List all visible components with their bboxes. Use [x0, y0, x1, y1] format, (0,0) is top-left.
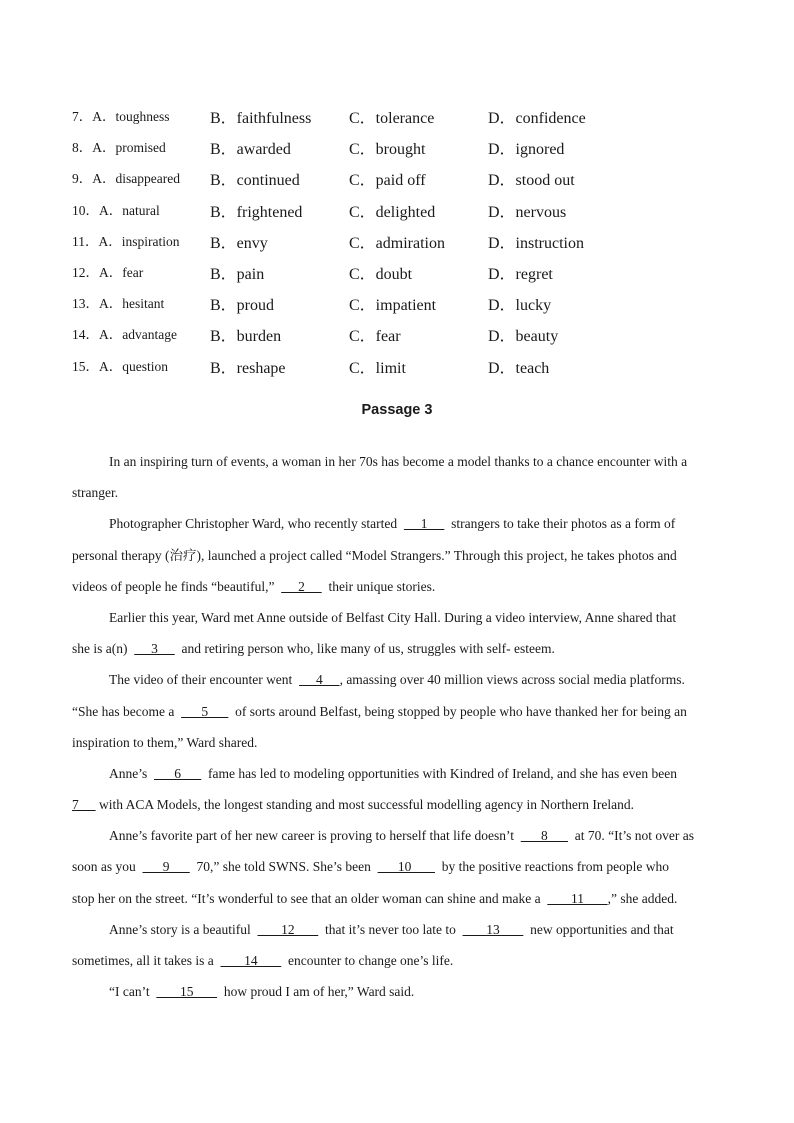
- question-number-and-option-a: [72, 355, 168, 375]
- question-number-and-option-a: [72, 167, 180, 187]
- text: stop her on the street. “It’s wonderful to see that an older woman can shine and make a: [72, 890, 541, 906]
- option-b[interactable]: B．envy: [210, 234, 268, 252]
- question-number: 8．: [72, 140, 93, 156]
- blank-4[interactable]: 4: [299, 672, 340, 688]
- passage-line: [72, 606, 722, 637]
- text: inspiration to them,” Ward shared.: [72, 734, 258, 750]
- passage-line: [72, 918, 722, 949]
- text: with ACA Models, the longest standing and most successful modelling agency in Northern Ireland.: [99, 797, 635, 813]
- question-number: 14．: [72, 327, 99, 343]
- text: 70,” she told SWNS. She’s been: [196, 859, 371, 875]
- option-c[interactable]: C．impatient: [349, 297, 437, 315]
- text: ,” she added.: [607, 890, 678, 906]
- blank-13[interactable]: 13: [462, 921, 524, 937]
- option-b[interactable]: B．pain: [210, 265, 265, 283]
- option-d[interactable]: D．teach: [488, 359, 550, 377]
- option-c[interactable]: C．delighted: [349, 203, 436, 221]
- question-number: 12．: [72, 264, 99, 280]
- text: fame has led to modeling opportunities with Kindred of Ireland, and she has even been: [208, 765, 677, 781]
- blank-7[interactable]: 7: [72, 797, 96, 813]
- text: “I can’t: [109, 984, 150, 1000]
- option-a[interactable]: A．inspiration: [98, 233, 180, 249]
- option-b[interactable]: B．frightened: [210, 203, 303, 221]
- question-number-and-option-a: [72, 136, 166, 156]
- passage-body: [72, 450, 722, 1011]
- passage-line: [72, 637, 722, 668]
- option-row: [72, 226, 732, 257]
- text: she is a(n): [72, 641, 128, 657]
- question-number: 9．: [72, 171, 93, 187]
- passage-line: [72, 887, 722, 918]
- option-row: [72, 257, 732, 288]
- option-d[interactable]: D．nervous: [488, 203, 567, 221]
- blank-2[interactable]: 2: [281, 578, 322, 594]
- passage-line: [72, 855, 722, 886]
- option-a[interactable]: A．disappeared: [92, 171, 180, 187]
- option-d[interactable]: D．confidence: [488, 110, 586, 127]
- text: personal therapy (治疗), launched a project called “Model Strangers.” Through this project, he takes photos and: [72, 547, 677, 563]
- option-row: [72, 288, 732, 319]
- text: encounter to change one’s life.: [287, 953, 454, 968]
- text: sometimes, all it takes is a: [72, 953, 214, 968]
- option-c[interactable]: C．doubt: [349, 265, 413, 283]
- option-c[interactable]: C．tolerance: [349, 110, 435, 127]
- question-number: 13．: [72, 296, 99, 312]
- text: at 70. “It’s not over as: [574, 828, 694, 844]
- text: Earlier this year, Ward met Anne outside of Belfast City Hall. During a video interview, Anne shared that: [109, 609, 677, 625]
- blank-6[interactable]: 6: [154, 765, 202, 781]
- blank-14[interactable]: 14: [220, 953, 282, 968]
- text: stranger.: [72, 485, 119, 501]
- option-a[interactable]: A．fear: [99, 264, 144, 280]
- passage-line: [72, 731, 722, 762]
- option-d[interactable]: D．instruction: [488, 234, 584, 252]
- passage-line: [72, 544, 722, 575]
- option-b[interactable]: B．reshape: [210, 359, 286, 377]
- blank-12[interactable]: 12: [257, 921, 319, 937]
- question-number-and-option-a: [72, 230, 180, 250]
- option-b[interactable]: B．continued: [210, 172, 300, 190]
- question-number: 7．: [72, 109, 93, 124]
- text: strangers to take their photos as a form of: [451, 516, 676, 532]
- blank-8[interactable]: 8: [520, 828, 568, 844]
- question-number: 11．: [72, 233, 99, 249]
- option-b[interactable]: B．proud: [210, 297, 275, 315]
- blank-9[interactable]: 9: [142, 859, 190, 875]
- passage-line: [72, 668, 722, 699]
- question-number: 10．: [72, 202, 99, 218]
- question-number: 15．: [72, 358, 99, 374]
- text: of sorts around Belfast, being stopped by people who have thanked her for being an: [235, 703, 687, 719]
- text: their unique stories.: [328, 578, 436, 594]
- blank-11[interactable]: 11: [547, 890, 608, 906]
- option-b[interactable]: B．faithfulness: [210, 110, 312, 127]
- option-a[interactable]: A．question: [99, 358, 168, 374]
- text: soon as you: [72, 859, 136, 875]
- passage-line: [72, 481, 722, 512]
- passage-line: [72, 762, 722, 793]
- option-a[interactable]: A．advantage: [99, 327, 177, 343]
- passage-line: [72, 824, 722, 855]
- option-d[interactable]: D．ignored: [488, 141, 565, 159]
- passage-line: [72, 512, 722, 543]
- text: and retiring person who, like many of us, struggles with self- esteem.: [181, 641, 555, 657]
- passage-line: [72, 575, 722, 606]
- option-row: [72, 319, 732, 350]
- blank-10[interactable]: 10: [377, 859, 435, 875]
- blank-3[interactable]: 3: [134, 641, 175, 657]
- question-number-and-option-a: [72, 261, 143, 281]
- option-row: [72, 351, 732, 382]
- passage-line: [72, 450, 722, 481]
- text: by the positive reactions from people who: [441, 859, 669, 875]
- text: that it’s never too late to: [324, 921, 456, 937]
- option-c[interactable]: C．admiration: [349, 234, 445, 252]
- text: Anne’s story is a beautiful: [109, 921, 251, 937]
- option-a[interactable]: A．promised: [92, 140, 166, 156]
- option-row: [72, 101, 732, 132]
- options-table: [72, 101, 732, 382]
- option-a[interactable]: A．natural: [99, 202, 160, 218]
- option-d[interactable]: D．stood out: [488, 172, 575, 190]
- question-number-and-option-a: [72, 323, 177, 343]
- option-row: [72, 163, 732, 194]
- text: how proud I am of her,” Ward said.: [223, 984, 415, 1000]
- text: , amassing over 40 million views across social media platforms.: [339, 672, 685, 688]
- option-c[interactable]: C．brought: [349, 141, 426, 159]
- passage-title: Passage 3: [361, 402, 433, 418]
- option-c[interactable]: C．paid off: [349, 172, 426, 190]
- text: Anne’s favorite part of her new career is proving to herself that life doesn’t: [109, 828, 514, 844]
- option-row: [72, 132, 732, 163]
- passage-line: [72, 793, 722, 824]
- text: Photographer Christopher Ward, who recently started: [109, 516, 398, 532]
- text: new opportunities and that: [530, 921, 674, 937]
- option-d[interactable]: D．regret: [488, 265, 553, 283]
- blank-1[interactable]: 1: [403, 516, 445, 532]
- text: “She has become a: [72, 703, 175, 719]
- text: videos of people he finds “beautiful,”: [72, 578, 275, 594]
- question-number-and-option-a: [72, 292, 164, 312]
- passage-line: [72, 949, 722, 980]
- question-number-and-option-a: [72, 105, 170, 125]
- option-b[interactable]: B．burden: [210, 328, 282, 346]
- option-c[interactable]: C．limit: [349, 359, 406, 377]
- option-row: [72, 195, 732, 226]
- blank-15[interactable]: 15: [156, 984, 218, 1000]
- option-d[interactable]: D．lucky: [488, 297, 552, 315]
- text: Anne’s: [109, 765, 148, 781]
- text: The video of their encounter went: [109, 672, 293, 688]
- option-b[interactable]: B．awarded: [210, 141, 291, 159]
- question-number-and-option-a: [72, 199, 160, 219]
- blank-5[interactable]: 5: [181, 703, 229, 719]
- option-c[interactable]: C．fear: [349, 328, 401, 346]
- option-a[interactable]: A．toughness: [92, 109, 170, 124]
- passage-line: [72, 980, 722, 1011]
- option-a[interactable]: A．hesitant: [99, 296, 165, 312]
- passage-line: [72, 700, 722, 731]
- text: In an inspiring turn of events, a woman in her 70s has become a model thanks to a chance encounter with a: [109, 454, 688, 469]
- option-d[interactable]: D．beauty: [488, 328, 559, 346]
